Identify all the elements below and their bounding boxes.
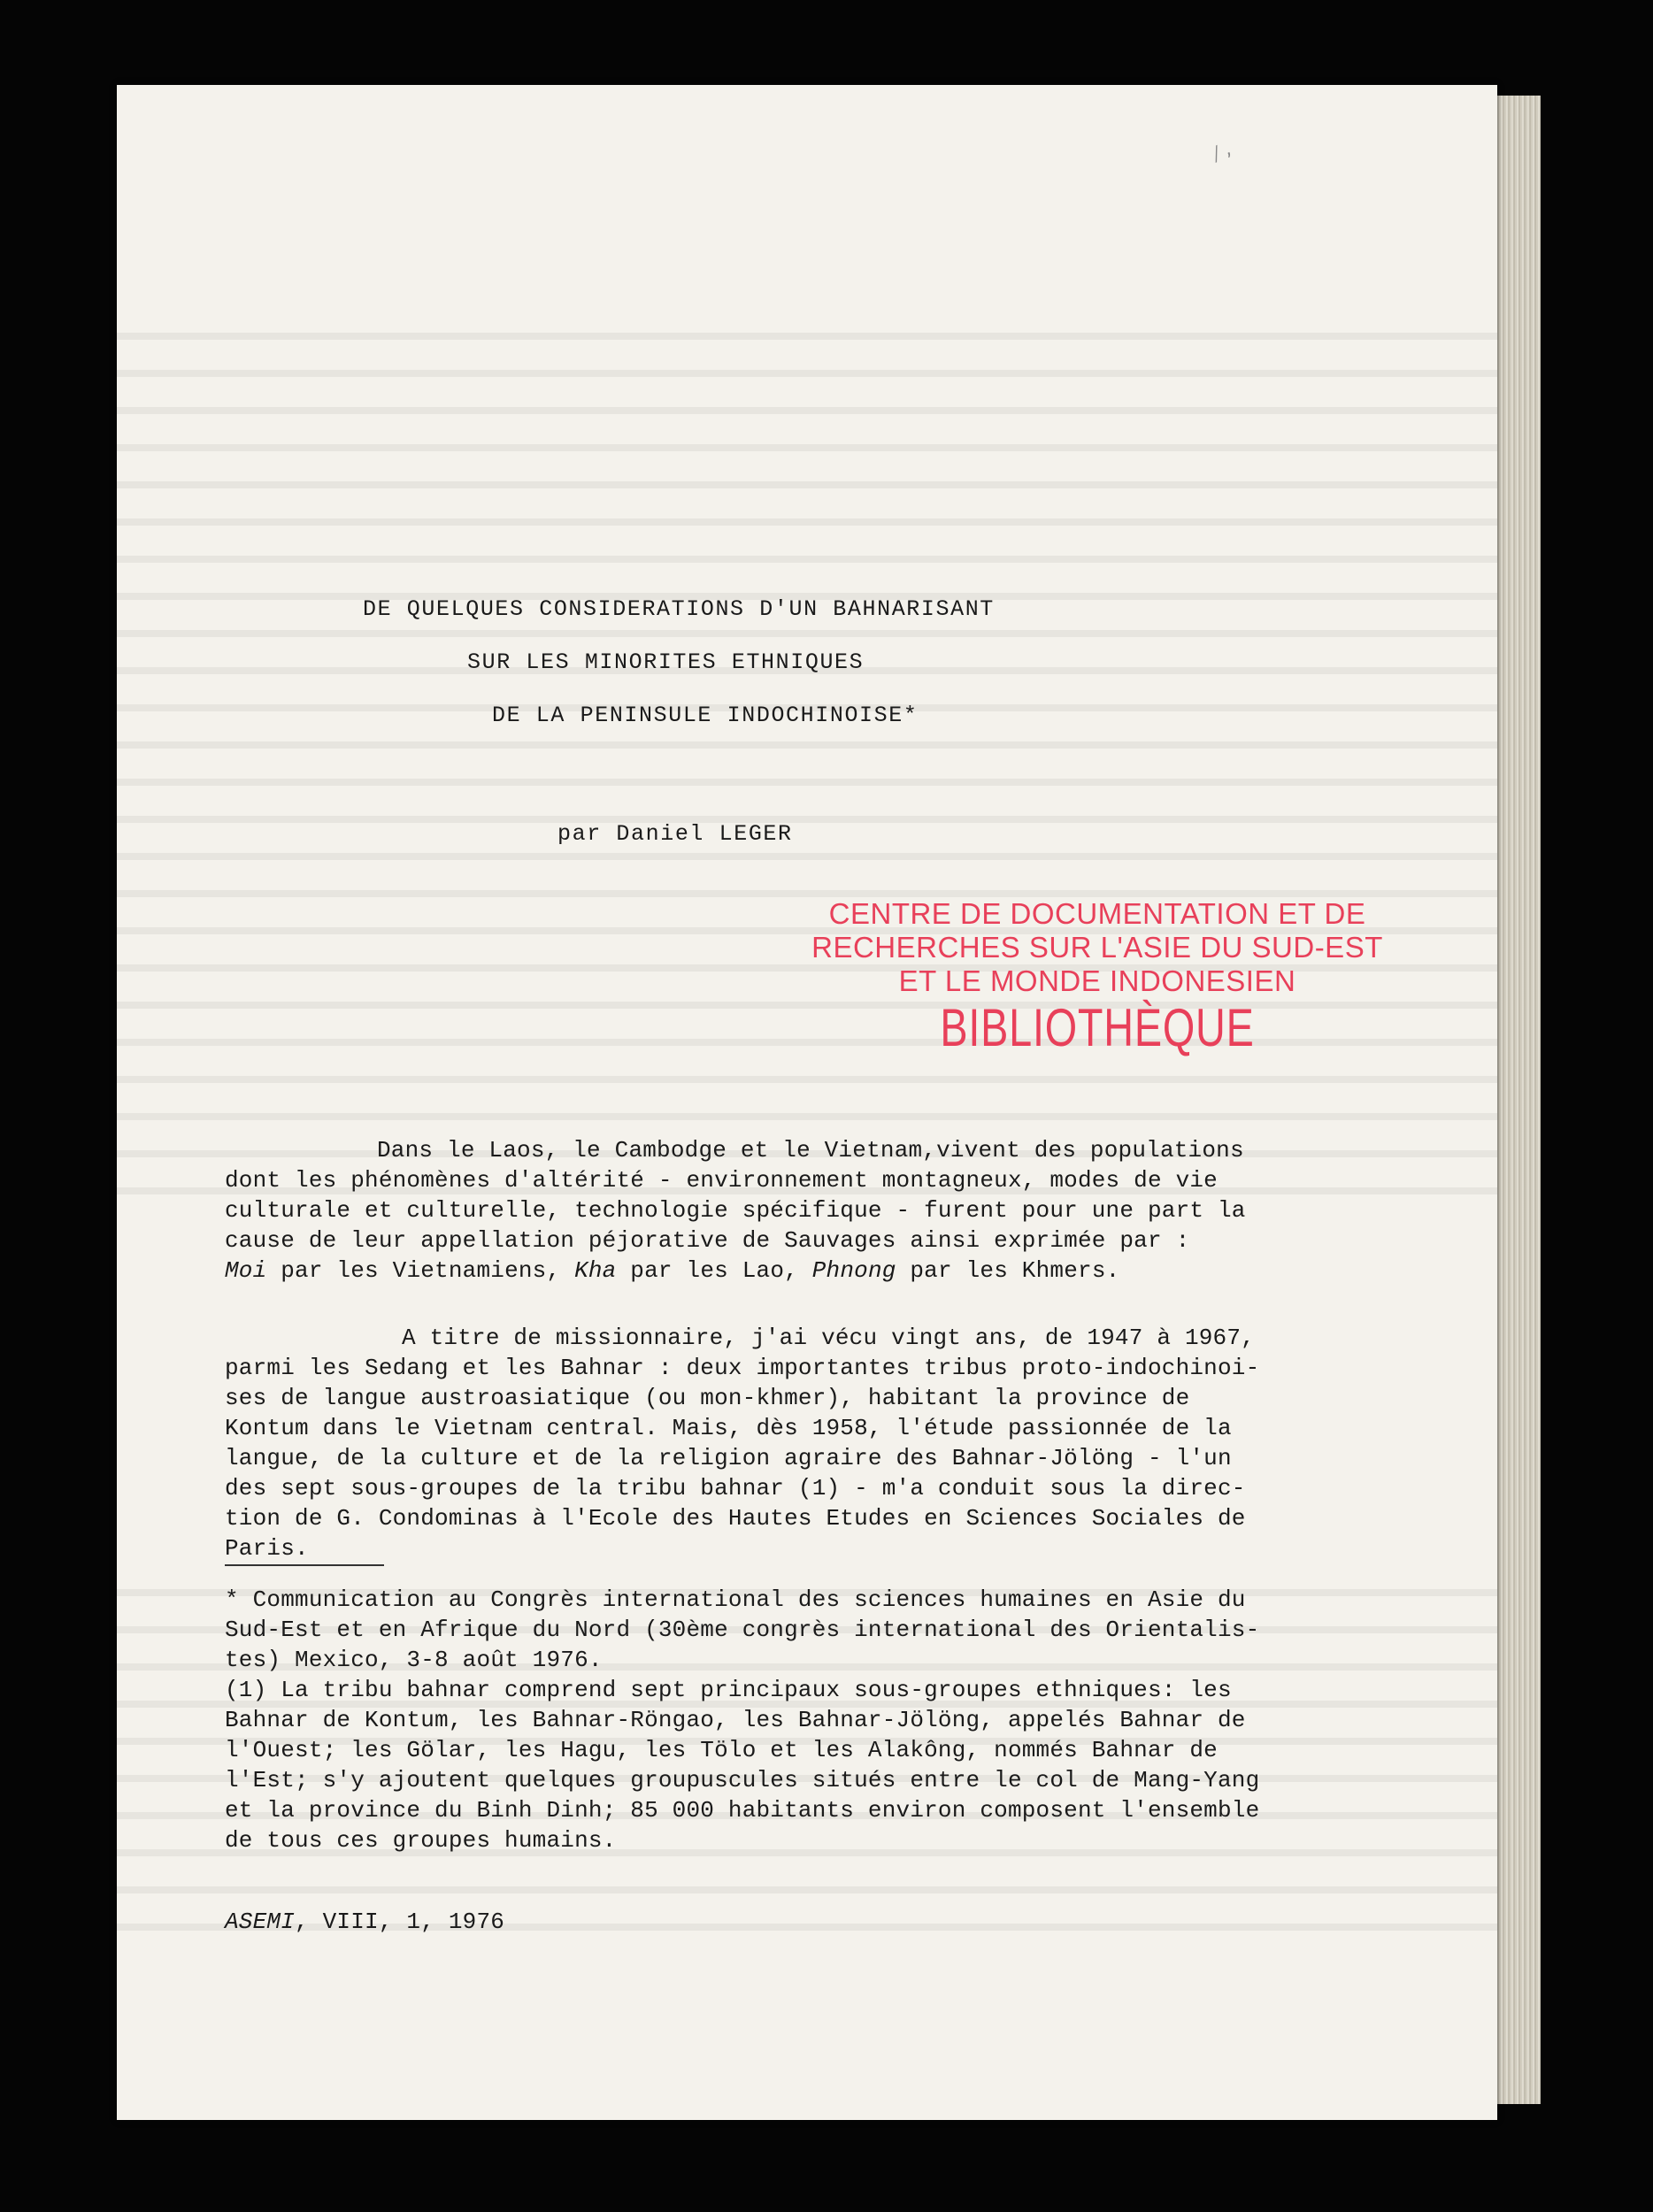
- term-kha: Kha: [574, 1257, 617, 1284]
- footnote-line-6: l'Ouest; les Gölar, les Hagu, les Tölo et les Alakông, nommés Bahnar de: [225, 1737, 1218, 1763]
- footnote-line-1: * Communication au Congrès international des sciences humaines en Asie du: [225, 1586, 1246, 1613]
- p2-line-1: A titre de missionnaire, j'ai vécu vingt ans, de 1947 à 1967,: [402, 1325, 1255, 1351]
- p2-line-7: tion de G. Condominas à l'Ecole des Hautes Etudes en Sciences Sociales de: [225, 1505, 1246, 1532]
- footnote-line-3: tes) Mexico, 3-8 août 1976.: [225, 1647, 603, 1673]
- p1-line-4: cause de leur appellation péjorative de Sauvages ainsi exprimée par :: [225, 1227, 1190, 1254]
- title-line-1: DE QUELQUES CONSIDERATIONS D'UN BAHNARISANT: [363, 596, 995, 622]
- p1-line-1: Dans le Laos, le Cambodge et le Vietnam,vivent des populations: [377, 1137, 1244, 1164]
- title-line-3: DE LA PENINSULE INDOCHINOISE*: [492, 703, 919, 728]
- book-page-edges: [1494, 96, 1541, 2104]
- title-line-2: SUR LES MINORITES ETHNIQUES: [467, 649, 865, 675]
- stamp-line-2: RECHERCHES SUR L'ASIE DU SUD-EST: [811, 931, 1383, 964]
- footnote-line-7: l'Est; s'y ajoutent quelques groupuscules situés entre le col de Mang-Yang: [225, 1767, 1260, 1793]
- p2-line-4: Kontum dans le Vietnam central. Mais, dès 1958, l'étude passionnée de la: [225, 1415, 1232, 1441]
- journal-name: ASEMI: [225, 1909, 296, 1935]
- journal-citation: ASEMI, VIII, 1, 1976: [225, 1909, 505, 1935]
- byline: par Daniel LEGER: [557, 821, 793, 847]
- stamp-line-3: ET LE MONDE INDONESIEN: [898, 964, 1296, 997]
- term-phnong: Phnong: [811, 1257, 896, 1284]
- footnote-line-9: de tous ces groupes humains.: [225, 1827, 617, 1854]
- p1-line-5: Moi par les Vietnamiens, Kha par les Lao, Phnong par les Khmers.: [225, 1257, 1120, 1284]
- stamp-bibliotheque: BIBLIOTHÈQUE: [940, 998, 1255, 1057]
- p2-line-5: langue, de la culture et de la religion agraire des Bahnar-Jölöng - l'un: [225, 1445, 1232, 1471]
- p1-line-2: dont les phénomènes d'altérité - environnement montagneux, modes de vie: [225, 1167, 1218, 1194]
- p1-line-3: culturale et culturelle, technologie spécifique - furent pour une part la: [225, 1197, 1246, 1224]
- term-moi: Moi: [225, 1257, 267, 1284]
- p2-line-2: parmi les Sedang et les Bahnar : deux importantes tribus proto-indochinoi-: [225, 1355, 1260, 1381]
- stamp-line-1: CENTRE DE DOCUMENTATION ET DE: [828, 897, 1366, 930]
- p2-line-3: ses de langue austroasiatique (ou mon-khmer), habitant la province de: [225, 1385, 1190, 1411]
- footnote-line-4: (1) La tribu bahnar comprend sept principaux sous-groupes ethniques: les: [225, 1677, 1232, 1703]
- footnote-line-8: et la province du Binh Dinh; 85 000 habitants environ composent l'ensemble: [225, 1797, 1260, 1824]
- document-page: [117, 85, 1497, 2120]
- pencil-mark: ⁄ ,: [1210, 138, 1235, 165]
- p2-line-6: des sept sous-groupes de la tribu bahnar (1) - m'a conduit sous la direc-: [225, 1475, 1246, 1502]
- library-stamp: [761, 897, 1434, 1056]
- footnote-rule: [225, 1564, 384, 1566]
- footnote-line-2: Sud-Est et en Afrique du Nord (30ème congrès international des Orientalis-: [225, 1617, 1260, 1643]
- footnote-line-5: Bahnar de Kontum, les Bahnar-Röngao, les Bahnar-Jölöng, appelés Bahnar de: [225, 1707, 1246, 1733]
- p2-line-8: Paris.: [225, 1535, 309, 1562]
